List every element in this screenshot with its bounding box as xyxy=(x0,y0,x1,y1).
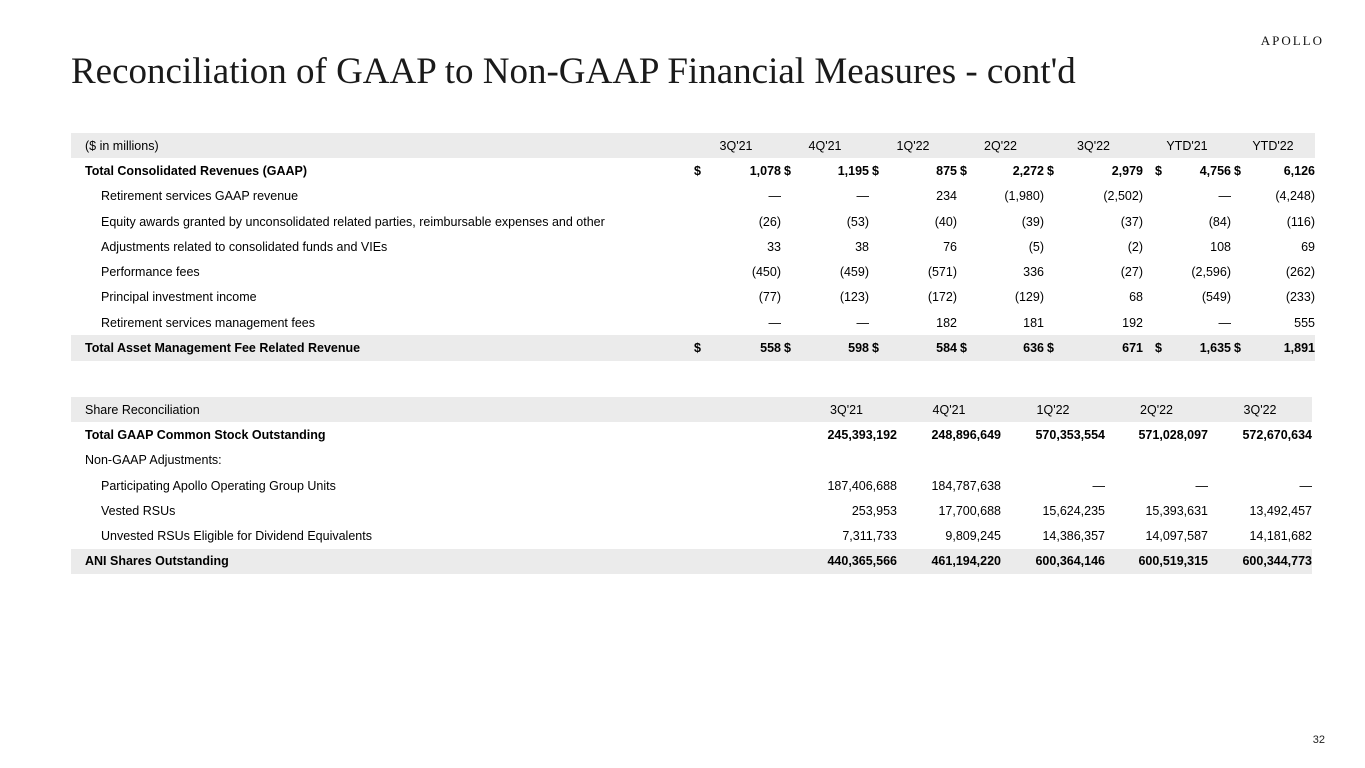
value-cell: $ 1,195 xyxy=(781,158,869,183)
value-cell: (116) xyxy=(1286,214,1315,229)
value-cell: 181 xyxy=(1023,315,1044,330)
value-cell: (262) xyxy=(1285,265,1315,280)
value-cell: 600,364,146 xyxy=(1001,549,1105,574)
currency-symbol: $ xyxy=(1047,341,1054,356)
row-label: Total GAAP Common Stock Outstanding xyxy=(85,427,326,442)
value-cell: 33 xyxy=(767,239,781,254)
value-cell: 570,353,554 xyxy=(1035,427,1105,442)
table-row xyxy=(71,523,1312,548)
value-cell: $ 1,635 xyxy=(1143,335,1231,360)
value-cell: (450) xyxy=(751,265,781,280)
value-cell: — xyxy=(856,315,869,330)
table-row xyxy=(71,473,1312,498)
value-cell: 14,181,682 xyxy=(1249,529,1312,544)
row-label: Adjustments related to consolidated funds and VIEs xyxy=(101,239,388,254)
currency-symbol: $ xyxy=(784,163,791,178)
value-cell: (2,502) xyxy=(1103,189,1143,204)
value-cell: (233) xyxy=(1285,290,1315,305)
value-cell: (2) xyxy=(1127,239,1143,254)
currency-symbol: $ xyxy=(694,341,701,356)
value-cell: $ 875 xyxy=(869,158,957,183)
value-cell: — xyxy=(1299,478,1312,493)
header-cell: YTD'21 xyxy=(1143,133,1231,158)
header-cell: 2Q'22 xyxy=(1105,397,1208,422)
value-cell: 555 xyxy=(1294,315,1315,330)
value-cell: $ 4,756 xyxy=(1143,158,1231,183)
share-reconciliation-table xyxy=(71,397,1312,574)
table-row xyxy=(71,259,1315,284)
value-cell: (4,248) xyxy=(1275,189,1315,204)
value-cell: 7,311,733 xyxy=(842,529,897,544)
row-label: Total Asset Management Fee Related Revenue xyxy=(71,335,691,360)
value-cell: 108 xyxy=(1210,239,1231,254)
value-cell: (571) xyxy=(927,265,957,280)
value-cell: $ 2,979 xyxy=(1044,158,1143,183)
value-cell: 15,624,235 xyxy=(1042,503,1105,518)
row-label: Equity awards granted by unconsolidated related parties, reimbursable expenses and other xyxy=(101,214,605,229)
value-cell: — xyxy=(1218,315,1231,330)
value-cell: (2,596) xyxy=(1191,265,1231,280)
value-cell: $ 1,078 xyxy=(691,158,781,183)
total-row xyxy=(71,335,1315,360)
currency-symbol: $ xyxy=(872,341,879,356)
header-cell: 1Q'22 xyxy=(869,133,957,158)
value-cell: (1,980) xyxy=(1004,189,1044,204)
value-cell: $ 558 xyxy=(691,335,781,360)
value-cell: 572,670,634 xyxy=(1242,427,1312,442)
value-cell: (123) xyxy=(839,290,869,305)
value-cell: 600,519,315 xyxy=(1105,549,1208,574)
header-cell: ($ in millions) xyxy=(71,133,691,158)
value-cell: — xyxy=(768,315,781,330)
table-row xyxy=(71,285,1315,310)
currency-symbol: $ xyxy=(960,163,967,178)
row-label: Principal investment income xyxy=(101,290,257,305)
value-cell: 440,365,566 xyxy=(796,549,897,574)
table-row xyxy=(71,209,1315,234)
page-number: 32 xyxy=(1312,734,1325,746)
row-label: Vested RSUs xyxy=(101,503,176,518)
currency-symbol: $ xyxy=(960,341,967,356)
header-cell: YTD'22 xyxy=(1231,133,1315,158)
header-cell: 3Q'22 xyxy=(1208,397,1312,422)
table-row xyxy=(71,310,1315,335)
table-header-row xyxy=(71,397,1312,422)
table-row xyxy=(71,498,1312,523)
table-row xyxy=(71,158,1315,183)
row-label: Unvested RSUs Eligible for Dividend Equivalents xyxy=(101,529,372,544)
value-cell: (53) xyxy=(846,214,869,229)
value-cell: — xyxy=(1195,478,1208,493)
header-cell: 3Q'21 xyxy=(691,133,781,158)
row-label: Performance fees xyxy=(101,265,200,280)
value-cell: (37) xyxy=(1120,214,1143,229)
row-label: ANI Shares Outstanding xyxy=(71,549,796,574)
value-cell: (26) xyxy=(758,214,781,229)
total-row xyxy=(71,549,1312,574)
header-cell: Share Reconciliation xyxy=(71,397,796,422)
header-cell: 4Q'21 xyxy=(781,133,869,158)
header-cell: 3Q'21 xyxy=(796,397,897,422)
value-cell: 253,953 xyxy=(851,503,897,518)
currency-symbol: $ xyxy=(1234,163,1241,178)
header-cell: 1Q'22 xyxy=(1001,397,1105,422)
value-cell: 14,386,357 xyxy=(1042,529,1105,544)
value-cell: (39) xyxy=(1021,214,1044,229)
value-cell: 182 xyxy=(936,315,957,330)
table-row xyxy=(71,422,1312,447)
currency-symbol: $ xyxy=(784,341,791,356)
value-cell: $ 598 xyxy=(781,335,869,360)
value-cell: 14,097,587 xyxy=(1145,529,1208,544)
value-cell: 13,492,457 xyxy=(1249,503,1312,518)
value-cell: $ 2,272 xyxy=(957,158,1044,183)
value-cell: 336 xyxy=(1023,265,1044,280)
value-cell: 248,896,649 xyxy=(931,427,1001,442)
revenue-reconciliation-table xyxy=(71,133,1315,361)
value-cell: (549) xyxy=(1201,290,1231,305)
value-cell: 17,700,688 xyxy=(938,503,1001,518)
currency-symbol: $ xyxy=(1047,163,1054,178)
value-cell: 69 xyxy=(1301,239,1315,254)
value-cell: 68 xyxy=(1129,290,1143,305)
value-cell: — xyxy=(1218,189,1231,204)
currency-symbol: $ xyxy=(694,163,701,178)
value-cell: 234 xyxy=(936,189,957,204)
value-cell: (459) xyxy=(839,265,869,280)
row-label: Total Consolidated Revenues (GAAP) xyxy=(85,163,308,178)
value-cell: 184,787,638 xyxy=(931,478,1001,493)
value-cell: (172) xyxy=(927,290,957,305)
value-cell: $ 671 xyxy=(1044,335,1143,360)
value-cell: $ 1,891 xyxy=(1231,335,1315,360)
value-cell: (84) xyxy=(1208,214,1231,229)
value-cell: 38 xyxy=(855,239,869,254)
value-cell: 76 xyxy=(943,239,957,254)
header-cell: 3Q'22 xyxy=(1044,133,1143,158)
row-label: Participating Apollo Operating Group Units xyxy=(101,478,336,493)
value-cell: 571,028,097 xyxy=(1138,427,1208,442)
value-cell: (27) xyxy=(1120,265,1143,280)
value-cell: — xyxy=(768,189,781,204)
value-cell: (77) xyxy=(758,290,781,305)
value-cell: (40) xyxy=(934,214,957,229)
page-title: Reconciliation of GAAP to Non-GAAP Financial Measures - cont'd xyxy=(71,51,1076,92)
value-cell: 245,393,192 xyxy=(827,427,897,442)
value-cell: $ 636 xyxy=(957,335,1044,360)
table-row xyxy=(71,184,1315,209)
header-cell: 4Q'21 xyxy=(897,397,1001,422)
value-cell: 461,194,220 xyxy=(897,549,1001,574)
value-cell: — xyxy=(1092,478,1105,493)
value-cell: 187,406,688 xyxy=(827,478,897,493)
value-cell: — xyxy=(856,189,869,204)
value-cell: 15,393,631 xyxy=(1145,503,1208,518)
value-cell: 9,809,245 xyxy=(945,529,1001,544)
value-cell: (129) xyxy=(1014,290,1044,305)
header-cell: 2Q'22 xyxy=(957,133,1044,158)
currency-symbol: $ xyxy=(1155,341,1162,356)
row-label: Non-GAAP Adjustments: xyxy=(85,453,222,468)
value-cell: $ 6,126 xyxy=(1231,158,1315,183)
currency-symbol: $ xyxy=(872,163,879,178)
row-label: Retirement services management fees xyxy=(101,315,315,330)
value-cell: (5) xyxy=(1028,239,1044,254)
row-label: Retirement services GAAP revenue xyxy=(101,189,299,204)
value-cell: $ 584 xyxy=(869,335,957,360)
currency-symbol: $ xyxy=(1155,163,1162,178)
table-row xyxy=(71,448,1312,473)
table-header-row xyxy=(71,133,1315,158)
value-cell: 600,344,773 xyxy=(1208,549,1312,574)
apollo-logo: APOLLO xyxy=(1260,33,1324,48)
currency-symbol: $ xyxy=(1234,341,1241,356)
value-cell: 192 xyxy=(1122,315,1143,330)
table-row xyxy=(71,234,1315,259)
